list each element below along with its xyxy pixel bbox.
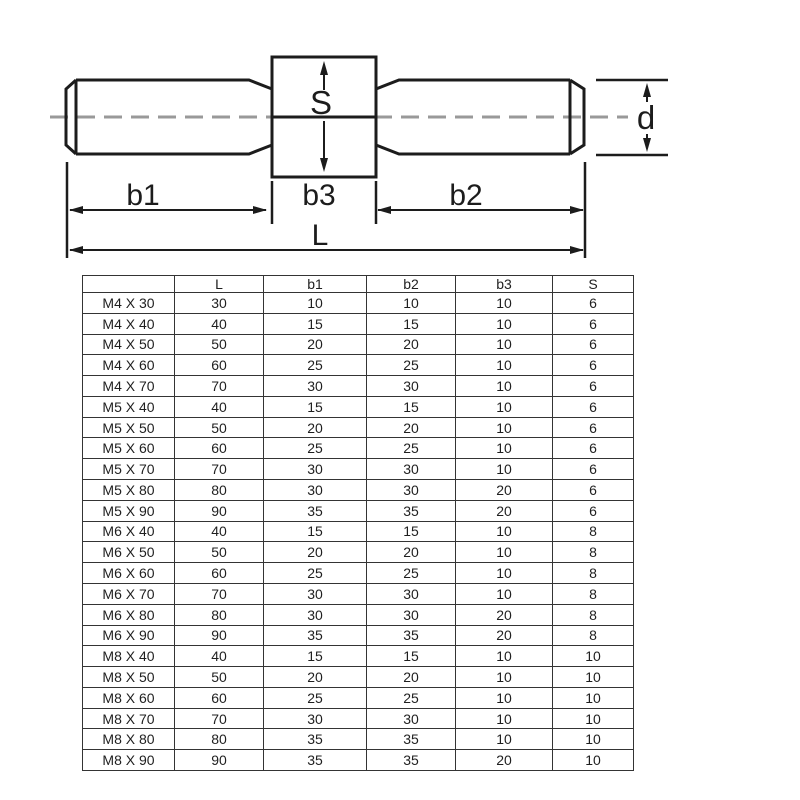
value-cell: 10 xyxy=(456,355,553,376)
header-b3: b3 xyxy=(456,276,553,293)
value-cell: 15 xyxy=(367,313,456,334)
value-cell: 6 xyxy=(553,355,634,376)
size-cell: M6 X 50 xyxy=(83,542,175,563)
value-cell: 20 xyxy=(264,542,367,563)
value-cell: 15 xyxy=(367,646,456,667)
value-cell: 15 xyxy=(367,521,456,542)
value-cell: 10 xyxy=(456,687,553,708)
value-cell: 35 xyxy=(367,500,456,521)
table-row xyxy=(83,667,634,688)
value-cell: 20 xyxy=(456,750,553,771)
table-row xyxy=(83,542,634,563)
value-cell: 25 xyxy=(264,563,367,584)
dim-b2 xyxy=(377,179,584,214)
value-cell: 25 xyxy=(264,355,367,376)
size-cell: M5 X 80 xyxy=(83,480,175,501)
size-cell: M4 X 50 xyxy=(83,334,175,355)
value-cell: 6 xyxy=(553,480,634,501)
b1-label: b1 xyxy=(126,179,160,212)
value-cell: 15 xyxy=(264,396,367,417)
value-cell: 6 xyxy=(553,376,634,397)
value-cell: 20 xyxy=(264,334,367,355)
size-cell: M8 X 70 xyxy=(83,708,175,729)
value-cell: 30 xyxy=(367,583,456,604)
table-row xyxy=(83,729,634,750)
value-cell: 6 xyxy=(553,396,634,417)
value-cell: 6 xyxy=(553,417,634,438)
table-row xyxy=(83,438,634,459)
value-cell: 10 xyxy=(456,667,553,688)
value-cell: 35 xyxy=(264,750,367,771)
table-row xyxy=(83,313,634,334)
size-cell: M6 X 70 xyxy=(83,583,175,604)
value-cell: 6 xyxy=(553,438,634,459)
value-cell: 35 xyxy=(264,500,367,521)
d-label: d xyxy=(636,99,656,136)
value-cell: 30 xyxy=(264,480,367,501)
value-cell: 30 xyxy=(367,604,456,625)
value-cell: 20 xyxy=(456,480,553,501)
header-b2: b2 xyxy=(367,276,456,293)
value-cell: 20 xyxy=(264,667,367,688)
value-cell: 10 xyxy=(456,334,553,355)
value-cell: 60 xyxy=(175,687,264,708)
value-cell: 25 xyxy=(367,438,456,459)
table-row xyxy=(83,708,634,729)
value-cell: 10 xyxy=(456,313,553,334)
value-cell: 15 xyxy=(264,646,367,667)
value-cell: 30 xyxy=(367,459,456,480)
dim-l xyxy=(69,219,584,254)
header-b1: b1 xyxy=(264,276,367,293)
value-cell: 80 xyxy=(175,729,264,750)
value-cell: 25 xyxy=(367,563,456,584)
value-cell: 15 xyxy=(264,521,367,542)
value-cell: 35 xyxy=(367,625,456,646)
value-cell: 35 xyxy=(367,729,456,750)
table-row xyxy=(83,687,634,708)
value-cell: 30 xyxy=(264,708,367,729)
b3-label: b3 xyxy=(302,179,336,212)
value-cell: 30 xyxy=(367,708,456,729)
size-cell: M6 X 60 xyxy=(83,563,175,584)
value-cell: 6 xyxy=(553,459,634,480)
value-cell: 30 xyxy=(264,376,367,397)
value-cell: 8 xyxy=(553,563,634,584)
value-cell: 50 xyxy=(175,417,264,438)
arrowhead-down-icon xyxy=(643,138,651,152)
value-cell: 10 xyxy=(456,563,553,584)
size-cell: M8 X 80 xyxy=(83,729,175,750)
value-cell: 20 xyxy=(456,500,553,521)
value-cell: 10 xyxy=(367,293,456,314)
table-row xyxy=(83,583,634,604)
value-cell: 80 xyxy=(175,604,264,625)
table-row xyxy=(83,355,634,376)
value-cell: 10 xyxy=(456,646,553,667)
size-cell: M4 X 40 xyxy=(83,313,175,334)
size-cell: M4 X 60 xyxy=(83,355,175,376)
value-cell: 10 xyxy=(456,583,553,604)
value-cell: 25 xyxy=(367,687,456,708)
size-cell: M5 X 60 xyxy=(83,438,175,459)
size-cell: M6 X 90 xyxy=(83,625,175,646)
value-cell: 60 xyxy=(175,563,264,584)
header-l: L xyxy=(175,276,264,293)
s-label: S xyxy=(309,84,333,121)
value-cell: 10 xyxy=(553,667,634,688)
size-cell: M5 X 90 xyxy=(83,500,175,521)
dimensions-table-body xyxy=(83,293,634,771)
size-cell: M4 X 30 xyxy=(83,293,175,314)
value-cell: 70 xyxy=(175,708,264,729)
value-cell: 25 xyxy=(264,438,367,459)
table-row xyxy=(83,376,634,397)
value-cell: 30 xyxy=(367,376,456,397)
value-cell: 90 xyxy=(175,750,264,771)
size-cell: M6 X 40 xyxy=(83,521,175,542)
value-cell: 10 xyxy=(553,708,634,729)
value-cell: 30 xyxy=(175,293,264,314)
table-row xyxy=(83,750,634,771)
value-cell: 25 xyxy=(367,355,456,376)
value-cell: 70 xyxy=(175,376,264,397)
value-cell: 10 xyxy=(456,438,553,459)
value-cell: 10 xyxy=(456,293,553,314)
size-cell: M5 X 40 xyxy=(83,396,175,417)
value-cell: 15 xyxy=(264,313,367,334)
value-cell: 10 xyxy=(456,417,553,438)
size-cell: M4 X 70 xyxy=(83,376,175,397)
value-cell: 8 xyxy=(553,604,634,625)
value-cell: 8 xyxy=(553,521,634,542)
value-cell: 6 xyxy=(553,500,634,521)
table-row xyxy=(83,521,634,542)
value-cell: 20 xyxy=(367,334,456,355)
table-row xyxy=(83,417,634,438)
table-row xyxy=(83,396,634,417)
value-cell: 10 xyxy=(456,542,553,563)
size-cell: M8 X 50 xyxy=(83,667,175,688)
value-cell: 10 xyxy=(456,729,553,750)
value-cell: 10 xyxy=(264,293,367,314)
value-cell: 30 xyxy=(367,480,456,501)
dim-b1 xyxy=(69,179,267,214)
value-cell: 35 xyxy=(264,729,367,750)
value-cell: 90 xyxy=(175,625,264,646)
size-cell: M8 X 60 xyxy=(83,687,175,708)
value-cell: 30 xyxy=(264,583,367,604)
value-cell: 20 xyxy=(456,625,553,646)
value-cell: 10 xyxy=(553,750,634,771)
header-s: S xyxy=(553,276,634,293)
value-cell: 10 xyxy=(456,459,553,480)
value-cell: 10 xyxy=(553,729,634,750)
b2-label: b2 xyxy=(449,179,483,212)
size-cell: M8 X 90 xyxy=(83,750,175,771)
value-cell: 40 xyxy=(175,646,264,667)
header-size xyxy=(83,276,175,293)
value-cell: 35 xyxy=(264,625,367,646)
value-cell: 60 xyxy=(175,355,264,376)
stud-technical-drawing xyxy=(0,0,800,270)
size-cell: M5 X 50 xyxy=(83,417,175,438)
value-cell: 30 xyxy=(264,459,367,480)
table-row xyxy=(83,625,634,646)
value-cell: 20 xyxy=(367,542,456,563)
table-row xyxy=(83,334,634,355)
value-cell: 70 xyxy=(175,459,264,480)
table-header-row xyxy=(83,276,634,293)
value-cell: 10 xyxy=(553,646,634,667)
value-cell: 10 xyxy=(456,521,553,542)
value-cell: 50 xyxy=(175,542,264,563)
value-cell: 10 xyxy=(456,396,553,417)
value-cell: 40 xyxy=(175,396,264,417)
value-cell: 50 xyxy=(175,334,264,355)
value-cell: 20 xyxy=(367,667,456,688)
value-cell: 90 xyxy=(175,500,264,521)
value-cell: 60 xyxy=(175,438,264,459)
size-cell: M8 X 40 xyxy=(83,646,175,667)
size-cell: M5 X 70 xyxy=(83,459,175,480)
size-cell: M6 X 80 xyxy=(83,604,175,625)
value-cell: 50 xyxy=(175,667,264,688)
dimensions-table xyxy=(82,275,634,771)
value-cell: 10 xyxy=(456,708,553,729)
value-cell: 80 xyxy=(175,480,264,501)
table-row xyxy=(83,646,634,667)
value-cell: 40 xyxy=(175,313,264,334)
value-cell: 20 xyxy=(264,417,367,438)
table-row xyxy=(83,293,634,314)
value-cell: 15 xyxy=(367,396,456,417)
table-row xyxy=(83,500,634,521)
table-row xyxy=(83,480,634,501)
value-cell: 25 xyxy=(264,687,367,708)
value-cell: 20 xyxy=(367,417,456,438)
value-cell: 30 xyxy=(264,604,367,625)
table-row xyxy=(83,604,634,625)
value-cell: 10 xyxy=(456,376,553,397)
value-cell: 40 xyxy=(175,521,264,542)
value-cell: 6 xyxy=(553,334,634,355)
value-cell: 8 xyxy=(553,625,634,646)
arrowhead-up-icon xyxy=(643,83,651,97)
value-cell: 10 xyxy=(553,687,634,708)
value-cell: 8 xyxy=(553,542,634,563)
table-row xyxy=(83,563,634,584)
value-cell: 35 xyxy=(367,750,456,771)
value-cell: 6 xyxy=(553,293,634,314)
dim-b3 xyxy=(302,179,335,212)
l-label: L xyxy=(311,219,329,252)
value-cell: 6 xyxy=(553,313,634,334)
value-cell: 70 xyxy=(175,583,264,604)
value-cell: 8 xyxy=(553,583,634,604)
value-cell: 20 xyxy=(456,604,553,625)
table-row xyxy=(83,459,634,480)
